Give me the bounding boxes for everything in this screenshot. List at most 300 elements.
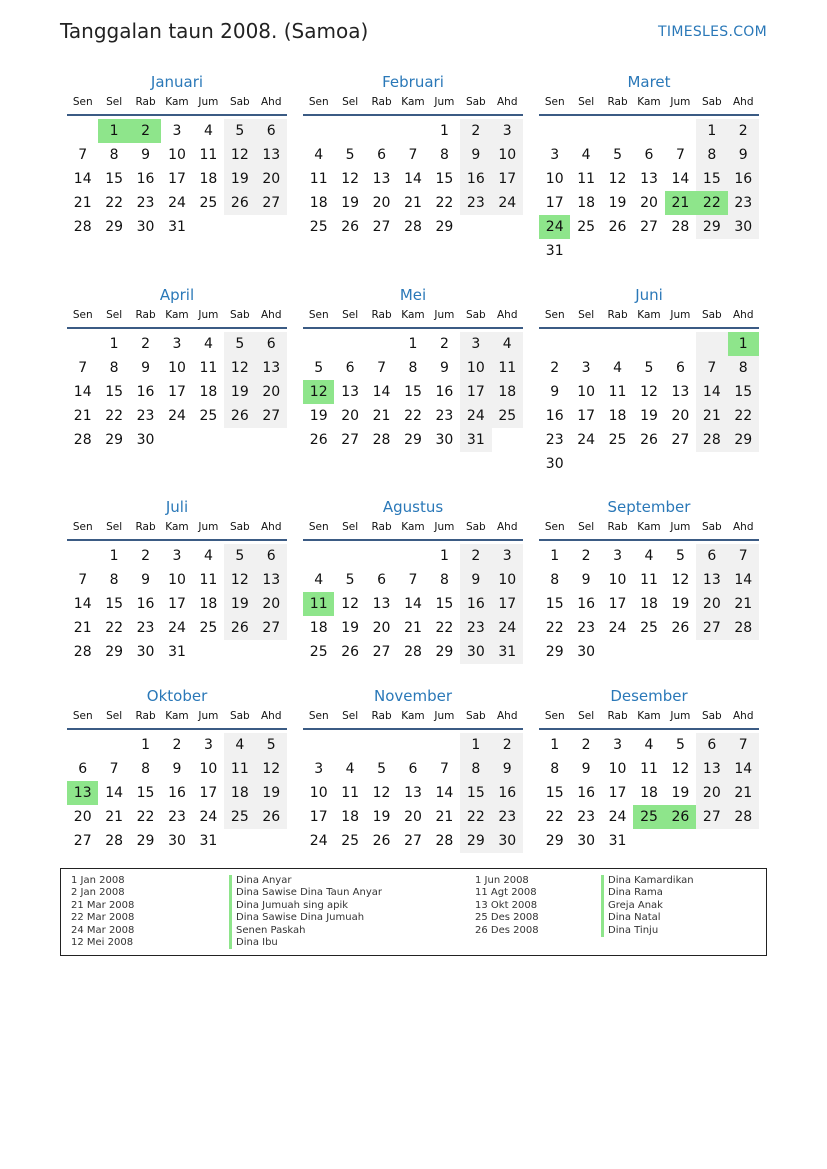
- day-cell: 2: [581, 548, 591, 564]
- month-februari: [303, 72, 523, 239]
- weekday-label: Jum: [670, 96, 691, 108]
- weekday-label: Sel: [342, 710, 359, 722]
- day-cell: 20: [256, 167, 287, 191]
- day-cell: 28: [404, 644, 422, 660]
- legend-holiday-name: Dina Rama: [601, 887, 694, 899]
- day-cell: 16: [136, 384, 155, 400]
- empty-cell: [303, 119, 334, 143]
- day-cell: 24: [168, 408, 186, 424]
- weekday-label: Sel: [578, 521, 595, 533]
- day-cell: 2: [439, 336, 449, 352]
- day-cell: 6: [256, 544, 287, 568]
- day-cell: 11: [640, 761, 658, 777]
- day-cell: 23: [435, 408, 454, 424]
- day-cell: 18: [199, 171, 218, 187]
- weekday-label: Ahd: [260, 309, 282, 321]
- day-cell: 10: [577, 384, 596, 400]
- weekday-label: Kam: [637, 96, 661, 108]
- day-cell: 24: [168, 195, 186, 211]
- day-cell: 24: [608, 809, 627, 825]
- day-cell: 19: [309, 408, 328, 424]
- day-cell: 31: [460, 428, 491, 452]
- weekday-label: Jum: [198, 96, 219, 108]
- day-cell: 6: [377, 147, 387, 163]
- day-cell: 21: [696, 404, 727, 428]
- legend-holiday-date: 13 Okt 2008: [475, 899, 538, 911]
- day-cell: 24: [492, 191, 523, 215]
- day-cell: 31: [545, 243, 564, 259]
- day-cell: 19: [341, 195, 360, 211]
- day-cell: 10: [168, 572, 186, 588]
- day-cell: 28: [372, 432, 391, 448]
- day-cell: 29: [136, 833, 155, 849]
- day-cell: 25: [341, 833, 360, 849]
- day-cell: 8: [109, 147, 119, 163]
- day-cell: 27: [640, 219, 658, 235]
- day-cell: 16: [492, 781, 523, 805]
- weekday-label: Rab: [135, 710, 156, 722]
- weekday-header: [67, 305, 287, 329]
- weekday-label: Sen: [544, 309, 565, 321]
- empty-cell: [633, 119, 664, 143]
- day-cell: 9: [581, 572, 591, 588]
- day-cell: 3: [613, 548, 623, 564]
- legend-right-dates: [475, 875, 539, 937]
- legend-right-names: [601, 875, 694, 937]
- day-cell: 27: [341, 432, 360, 448]
- weekday-label: Ahd: [732, 309, 754, 321]
- day-cell: 31: [199, 833, 218, 849]
- day-cell: 14: [372, 384, 391, 400]
- day-cell: 18: [608, 408, 627, 424]
- weekday-label: Jum: [670, 309, 691, 321]
- holiday-day-cell: 22: [696, 191, 727, 215]
- day-cell: 24: [608, 620, 627, 636]
- day-cell: 4: [581, 147, 591, 163]
- day-cell: 25: [640, 620, 658, 636]
- day-cell: 23: [136, 620, 155, 636]
- empty-cell: [665, 332, 696, 356]
- day-cell: 24: [492, 616, 523, 640]
- day-cell: 24: [309, 833, 328, 849]
- empty-cell: [539, 119, 570, 143]
- day-cell: 1: [696, 119, 727, 143]
- weekday-label: Sel: [578, 96, 595, 108]
- day-cell: 30: [460, 640, 491, 664]
- day-cell: 28: [728, 805, 759, 829]
- day-cell: 1: [408, 336, 418, 352]
- month-name: Agustus: [382, 498, 444, 516]
- day-cell: 15: [105, 596, 124, 612]
- weekday-label: Sab: [229, 710, 250, 722]
- day-cell: 16: [136, 171, 155, 187]
- day-cell: 19: [608, 195, 627, 211]
- day-cell: 5: [224, 332, 255, 356]
- weekday-label: Sab: [465, 96, 486, 108]
- day-cell: 10: [460, 356, 491, 380]
- month-januari: [67, 72, 287, 239]
- weekday-header: [539, 305, 759, 329]
- day-cell: 24: [460, 404, 491, 428]
- day-cell: 18: [199, 596, 218, 612]
- empty-cell: [696, 452, 727, 476]
- day-cell: 13: [256, 356, 287, 380]
- month-name: Mei: [399, 286, 427, 304]
- day-cell: 17: [168, 596, 186, 612]
- day-cell: 7: [696, 356, 727, 380]
- day-cell: 29: [696, 215, 727, 239]
- empty-cell: [602, 239, 633, 263]
- day-cell: 16: [168, 785, 186, 801]
- day-cell: 27: [256, 616, 287, 640]
- day-cell: 23: [492, 805, 523, 829]
- day-cell: 13: [256, 568, 287, 592]
- day-cell: 3: [314, 761, 324, 777]
- day-cell: 28: [73, 644, 92, 660]
- day-cell: 22: [545, 809, 564, 825]
- empty-cell: [570, 452, 601, 476]
- day-cell: 15: [435, 596, 454, 612]
- day-cell: 27: [671, 432, 690, 448]
- day-cell: 10: [492, 143, 523, 167]
- day-cell: 23: [460, 616, 491, 640]
- day-cell: 21: [435, 809, 454, 825]
- day-cell: 9: [581, 761, 591, 777]
- day-cell: 13: [671, 384, 690, 400]
- day-cell: 14: [435, 785, 454, 801]
- weekday-label: Rab: [135, 309, 156, 321]
- legend-holiday-name: Dina Ibu: [229, 937, 382, 949]
- day-cell: 18: [309, 620, 328, 636]
- empty-cell: [633, 640, 664, 664]
- legend-holiday-date: 25 Des 2008: [475, 912, 539, 924]
- empty-cell: [67, 119, 98, 143]
- holiday-day-cell: 11: [303, 592, 334, 616]
- day-cell: 8: [439, 147, 449, 163]
- day-cell: 15: [460, 781, 491, 805]
- empty-cell: [256, 640, 287, 664]
- weekday-label: Kam: [165, 521, 189, 533]
- day-cell: 8: [460, 757, 491, 781]
- day-cell: 8: [109, 572, 119, 588]
- legend-holiday-date: 1 Jun 2008: [475, 875, 529, 886]
- weekday-label: Sab: [229, 521, 250, 533]
- month-name: Januari: [150, 73, 204, 91]
- day-cell: 12: [224, 568, 255, 592]
- day-cell: 5: [224, 544, 255, 568]
- page-title: Tanggalan taun 2008. (Samoa): [60, 19, 369, 43]
- day-cell: 17: [545, 195, 564, 211]
- weekday-label: Sel: [106, 710, 123, 722]
- weekday-label: Sen: [72, 521, 93, 533]
- day-cell: 9: [460, 568, 491, 592]
- day-cell: 8: [550, 572, 560, 588]
- month-maret: [539, 72, 759, 263]
- weekday-header: [303, 305, 523, 329]
- day-cell: 2: [460, 544, 491, 568]
- day-cell: 26: [224, 404, 255, 428]
- day-cell: 30: [492, 829, 523, 853]
- empty-cell: [665, 239, 696, 263]
- day-cell: 20: [696, 592, 727, 616]
- day-cell: 10: [199, 761, 218, 777]
- empty-cell: [728, 829, 759, 853]
- day-cell: 2: [460, 119, 491, 143]
- weekday-label: Ahd: [260, 521, 282, 533]
- empty-cell: [633, 332, 664, 356]
- day-cell: 29: [404, 432, 422, 448]
- day-cell: 5: [256, 733, 287, 757]
- weekday-header: [67, 92, 287, 116]
- weekday-label: Ahd: [496, 521, 518, 533]
- weekday-label: Sen: [72, 710, 93, 722]
- legend-holiday-date: 11 Agt 2008: [475, 887, 537, 899]
- day-cell: 23: [136, 195, 155, 211]
- empty-cell: [224, 640, 255, 664]
- month-name: September: [607, 498, 691, 516]
- day-cell: 21: [73, 195, 92, 211]
- legend-holiday-name: Senen Paskah: [229, 925, 382, 937]
- day-cell: 19: [224, 380, 255, 404]
- day-cell: 5: [644, 360, 654, 376]
- weekday-label: Sab: [701, 96, 722, 108]
- empty-cell: [334, 332, 365, 356]
- empty-cell: [728, 239, 759, 263]
- day-cell: 15: [435, 171, 454, 187]
- day-cell: 20: [671, 408, 690, 424]
- legend-holiday-date: 2 Jan 2008: [71, 887, 125, 899]
- day-cell: 22: [728, 404, 759, 428]
- day-cell: 22: [435, 620, 454, 636]
- day-cell: 30: [435, 432, 454, 448]
- day-cell: 12: [608, 171, 627, 187]
- weekday-label: Rab: [371, 96, 392, 108]
- weekday-label: Jum: [434, 521, 455, 533]
- day-cell: 12: [372, 785, 391, 801]
- day-cell: 14: [696, 380, 727, 404]
- day-cell: 21: [73, 408, 92, 424]
- empty-cell: [492, 215, 523, 239]
- weekday-label: Rab: [607, 521, 628, 533]
- legend-left-names: [229, 875, 382, 949]
- weekday-label: Sel: [578, 710, 595, 722]
- empty-cell: [224, 428, 255, 452]
- day-cell: 31: [608, 833, 627, 849]
- day-cell: 26: [224, 616, 255, 640]
- empty-cell: [696, 332, 727, 356]
- day-cell: 17: [168, 384, 186, 400]
- month-name: Desember: [610, 687, 688, 705]
- day-cell: 29: [105, 644, 124, 660]
- day-cell: 22: [105, 408, 124, 424]
- day-cell: 6: [256, 332, 287, 356]
- day-cell: 28: [728, 616, 759, 640]
- weekday-label: Ahd: [732, 521, 754, 533]
- day-cell: 2: [141, 548, 151, 564]
- day-cell: 11: [199, 147, 218, 163]
- brand-logo-text[interactable]: TIMESLES.COM: [658, 24, 767, 40]
- day-cell: 24: [577, 432, 596, 448]
- day-cell: 6: [675, 360, 685, 376]
- day-cell: 16: [545, 408, 564, 424]
- month-juli: [67, 497, 287, 664]
- day-cell: 27: [372, 644, 391, 660]
- month-desember: [539, 686, 759, 853]
- weekday-header: [303, 92, 523, 116]
- day-cell: 8: [550, 761, 560, 777]
- day-cell: 1: [109, 548, 119, 564]
- day-cell: 28: [435, 833, 454, 849]
- day-cell: 31: [168, 219, 186, 235]
- day-cell: 18: [577, 195, 596, 211]
- day-cell: 28: [671, 219, 690, 235]
- weekday-label: Kam: [637, 710, 661, 722]
- empty-cell: [570, 119, 601, 143]
- day-cell: 16: [728, 167, 759, 191]
- day-cell: 9: [141, 360, 151, 376]
- day-cell: 5: [314, 360, 324, 376]
- day-cell: 19: [341, 620, 360, 636]
- empty-cell: [67, 733, 98, 757]
- day-cell: 22: [105, 620, 124, 636]
- day-cell: 20: [404, 809, 422, 825]
- weekday-label: Jum: [434, 309, 455, 321]
- legend-left-dates: [71, 875, 134, 949]
- day-cell: 15: [696, 167, 727, 191]
- day-cell: 9: [141, 572, 151, 588]
- day-cell: 3: [172, 336, 182, 352]
- day-cell: 4: [203, 123, 213, 139]
- day-cell: 7: [728, 544, 759, 568]
- weekday-label: Sen: [544, 521, 565, 533]
- holiday-day-cell: 12: [303, 380, 334, 404]
- day-cell: 5: [613, 147, 623, 163]
- day-cell: 25: [608, 432, 627, 448]
- day-cell: 24: [199, 809, 218, 825]
- weekday-label: Ahd: [260, 710, 282, 722]
- day-cell: 7: [675, 147, 685, 163]
- weekday-label: Sel: [106, 96, 123, 108]
- day-cell: 25: [492, 404, 523, 428]
- month-name: Februari: [382, 73, 444, 91]
- legend-holiday-date: 21 Mar 2008: [71, 899, 135, 911]
- weekday-label: Sab: [701, 521, 722, 533]
- day-cell: 23: [460, 191, 491, 215]
- day-cell: 21: [728, 781, 759, 805]
- day-cell: 26: [671, 620, 690, 636]
- day-cell: 21: [728, 592, 759, 616]
- day-cell: 12: [224, 356, 255, 380]
- day-cell: 16: [136, 596, 155, 612]
- empty-cell: [696, 640, 727, 664]
- weekday-label: Sel: [342, 96, 359, 108]
- weekday-label: Sab: [465, 710, 486, 722]
- day-cell: 18: [309, 195, 328, 211]
- day-cell: 12: [671, 572, 690, 588]
- day-cell: 6: [408, 761, 418, 777]
- month-april: [67, 285, 287, 452]
- day-cell: 18: [224, 781, 255, 805]
- day-cell: 19: [640, 408, 658, 424]
- day-cell: 9: [172, 761, 182, 777]
- day-cell: 3: [581, 360, 591, 376]
- empty-cell: [696, 829, 727, 853]
- day-cell: 2: [492, 733, 523, 757]
- day-cell: 2: [172, 737, 182, 753]
- empty-cell: [366, 332, 397, 356]
- empty-cell: [256, 829, 287, 853]
- holiday-day-cell: 24: [539, 215, 570, 239]
- day-cell: 6: [696, 544, 727, 568]
- empty-cell: [429, 733, 460, 757]
- empty-cell: [665, 829, 696, 853]
- day-cell: 10: [608, 572, 627, 588]
- day-cell: 23: [577, 809, 596, 825]
- empty-cell: [193, 640, 224, 664]
- day-cell: 20: [372, 620, 391, 636]
- day-cell: 20: [341, 408, 360, 424]
- day-cell: 15: [105, 384, 124, 400]
- day-cell: 10: [309, 785, 328, 801]
- day-cell: 27: [256, 191, 287, 215]
- day-cell: 8: [439, 572, 449, 588]
- weekday-label: Rab: [371, 309, 392, 321]
- empty-cell: [665, 640, 696, 664]
- day-cell: 22: [460, 805, 491, 829]
- empty-cell: [728, 452, 759, 476]
- empty-cell: [303, 544, 334, 568]
- day-cell: 1: [109, 336, 119, 352]
- day-cell: 30: [728, 215, 759, 239]
- day-cell: 3: [172, 123, 182, 139]
- day-cell: 7: [78, 147, 88, 163]
- weekday-label: Rab: [371, 710, 392, 722]
- empty-cell: [633, 239, 664, 263]
- weekday-label: Ahd: [496, 96, 518, 108]
- weekday-label: Sel: [106, 521, 123, 533]
- weekday-label: Jum: [670, 710, 691, 722]
- day-cell: 26: [372, 833, 391, 849]
- empty-cell: [539, 332, 570, 356]
- day-cell: 18: [640, 785, 658, 801]
- weekday-label: Sab: [465, 309, 486, 321]
- day-cell: 19: [671, 596, 690, 612]
- month-name: Oktober: [146, 687, 208, 705]
- empty-cell: [397, 544, 428, 568]
- day-cell: 12: [224, 143, 255, 167]
- day-cell: 19: [671, 785, 690, 801]
- day-cell: 13: [696, 568, 727, 592]
- day-cell: 12: [341, 596, 360, 612]
- empty-cell: [334, 733, 365, 757]
- day-cell: 9: [492, 757, 523, 781]
- day-cell: 19: [256, 781, 287, 805]
- day-cell: 14: [404, 171, 422, 187]
- day-cell: 27: [404, 833, 422, 849]
- empty-cell: [633, 829, 664, 853]
- day-cell: 30: [545, 456, 564, 472]
- weekday-header: [539, 517, 759, 541]
- day-cell: 20: [256, 380, 287, 404]
- day-cell: 29: [105, 432, 124, 448]
- day-cell: 11: [577, 171, 596, 187]
- holiday-day-cell: 26: [665, 805, 696, 829]
- day-cell: 4: [492, 332, 523, 356]
- day-cell: 10: [168, 147, 186, 163]
- weekday-label: Sab: [701, 710, 722, 722]
- day-cell: 17: [608, 785, 627, 801]
- day-cell: 25: [199, 620, 218, 636]
